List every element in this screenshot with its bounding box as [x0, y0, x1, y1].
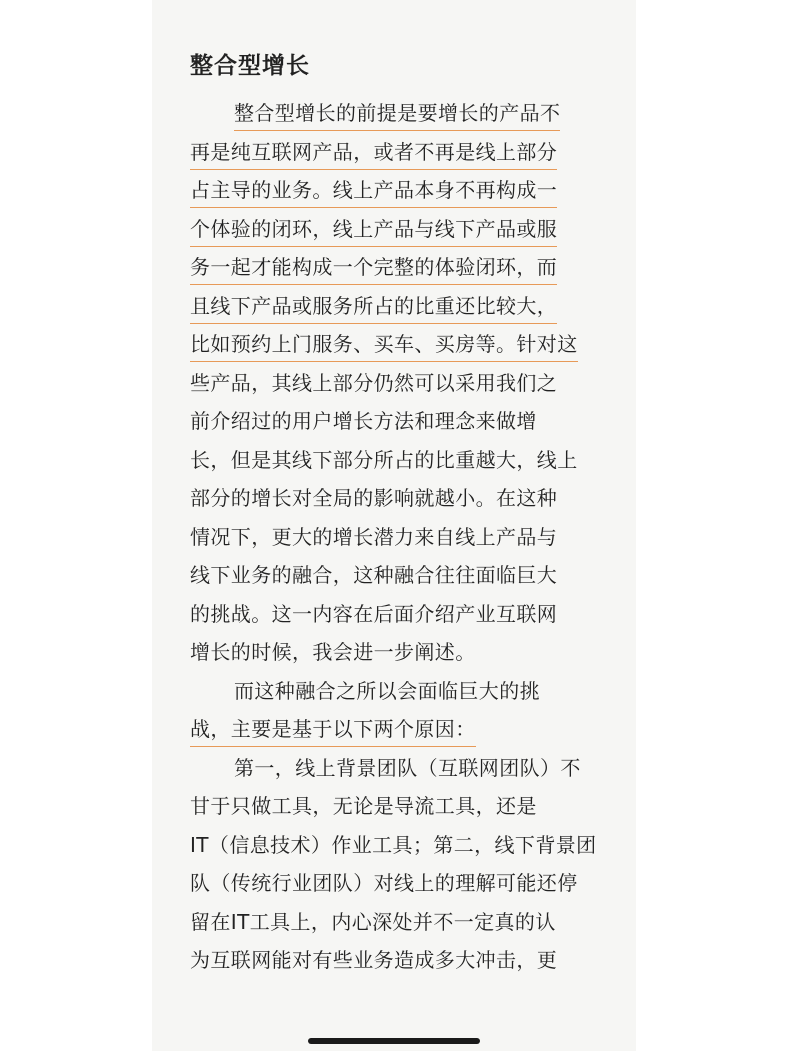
- text-line: [190, 637, 610, 667]
- text-line-content: 情况下，更大的增长潜力来自线上产品与: [190, 524, 558, 549]
- text-line-content: IT（信息技术）作业工具；第二，线下背景团: [190, 832, 597, 857]
- text-line: [190, 137, 610, 167]
- text-line-content: 再是纯互联网产品，或者不再是线上部分: [190, 137, 557, 170]
- text-line-content: 比如预约上门服务、买车、买房等。针对这: [190, 329, 578, 362]
- text-line-content: 甘于只做工具，无论是导流工具，还是: [190, 794, 537, 818]
- text-line: [190, 676, 610, 706]
- text-line: [190, 175, 610, 205]
- text-line: [190, 560, 610, 590]
- text-line: [190, 599, 610, 629]
- text-line-content: 为互联网能对有些业务造成多大冲击，更: [190, 948, 558, 972]
- section-heading: 整合型增长: [190, 53, 310, 79]
- text-line: [190, 368, 610, 398]
- text-line-content: 务一起才能构成一个完整的体验闭环，而: [190, 252, 557, 285]
- text-line-content: 而这种融合之所以会面临巨大的挑: [234, 678, 540, 703]
- text-line: [190, 483, 610, 513]
- text-line-content: 前介绍过的用户增长方法和理念来做增: [190, 409, 537, 433]
- text-line: [190, 907, 610, 937]
- text-line-content: 且线下产品或服务所占的比重还比较大，: [190, 291, 557, 324]
- text-line-content: 整合型增长的前提是要增长的产品不: [234, 98, 560, 131]
- text-line-content: 留在IT工具上，内心深处并不一定真的认: [190, 909, 556, 934]
- text-line: [190, 791, 610, 821]
- text-line-content: 队（传统行业团队）对线上的理解可能还停: [190, 871, 578, 895]
- text-line: [190, 714, 610, 744]
- text-line: [190, 753, 610, 783]
- text-line: [190, 868, 610, 898]
- text-line-content: 个体验的闭环，线上产品与线下产品或服: [190, 214, 557, 247]
- text-line: [190, 214, 610, 244]
- text-line: [190, 329, 610, 359]
- text-line-content: 部分的增长对全局的影响就越小。在这种: [190, 486, 558, 510]
- text-line-content: 第一，线上背景团队（互联网团队）不: [234, 755, 581, 780]
- text-line-content: 长，但是其线下部分所占的比重越大，线上: [190, 447, 578, 472]
- text-line-content: 战，主要是基于以下两个原因：: [190, 714, 476, 747]
- text-line: [190, 98, 610, 128]
- text-line-content: 增长的时候，我会进一步阐述。: [190, 640, 476, 664]
- text-line-content: 些产品，其线上部分仍然可以采用我们之: [190, 370, 558, 395]
- text-line: [190, 291, 610, 321]
- text-line: [190, 522, 610, 552]
- text-line-content: 的挑战。这一内容在后面介绍产业互联网: [190, 601, 558, 626]
- text-line: [190, 445, 610, 475]
- text-line: [190, 252, 610, 282]
- text-line: [190, 406, 610, 436]
- text-line: [190, 830, 610, 860]
- text-line-content: 占主导的业务。线上产品本身不再构成一: [190, 175, 557, 208]
- home-indicator[interactable]: [308, 1038, 480, 1044]
- text-line: [190, 945, 610, 975]
- text-line-content: 线下业务的融合，这种融合往往面临巨大: [190, 563, 558, 587]
